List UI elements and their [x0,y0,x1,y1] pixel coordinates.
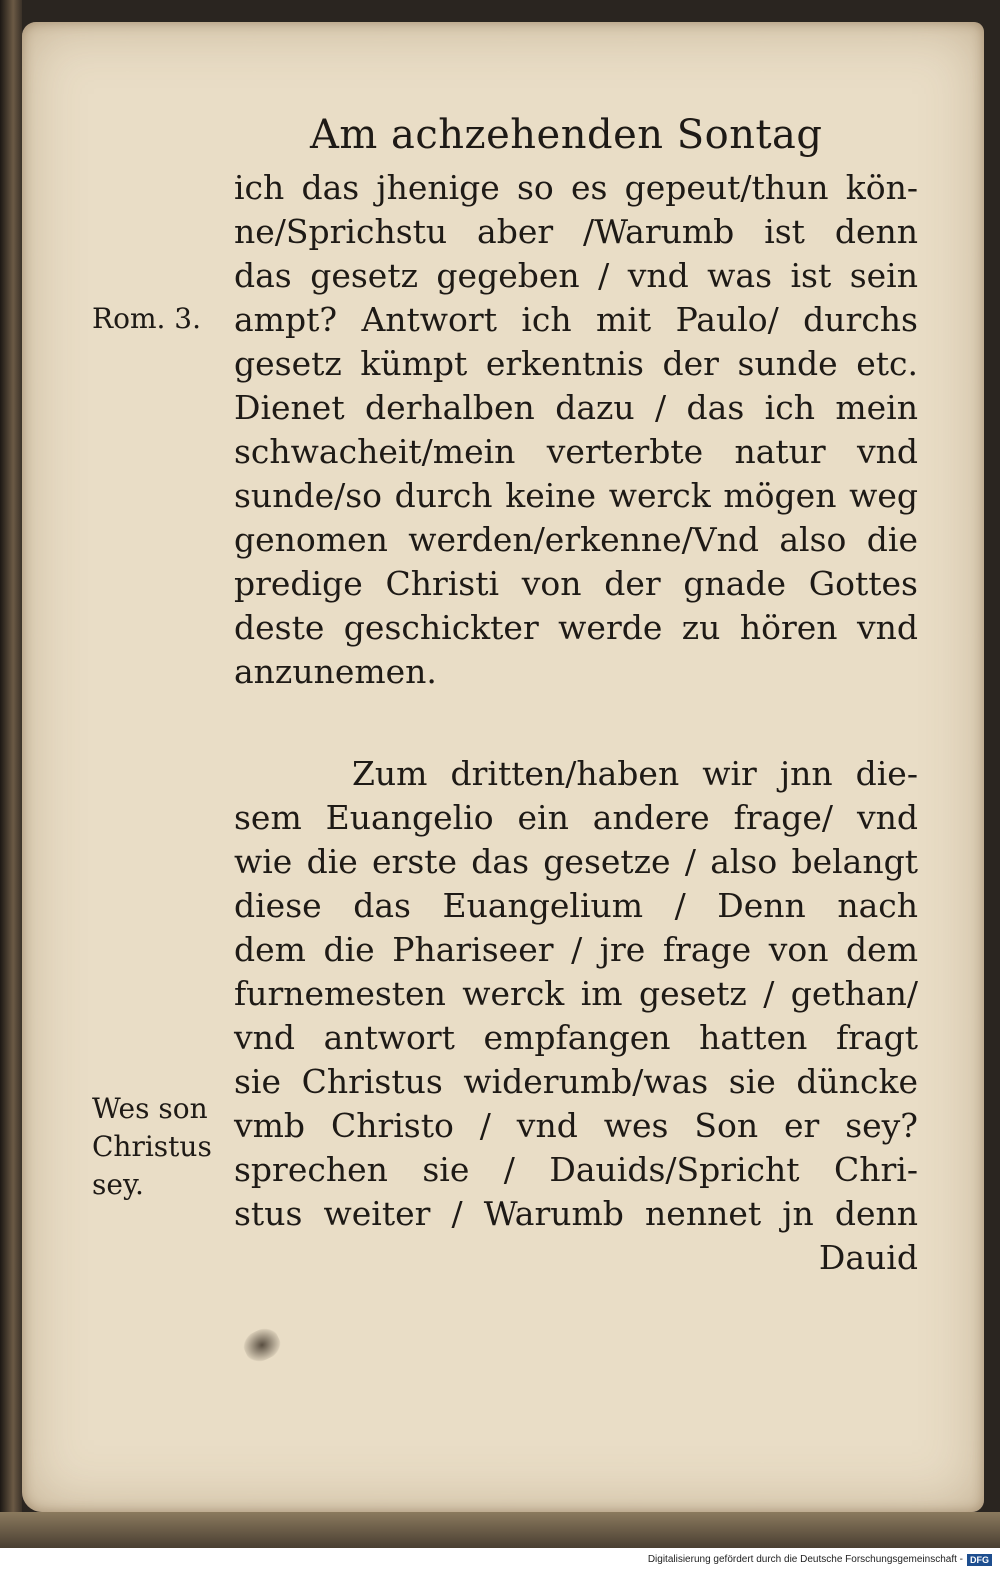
text-line: deste geschickter werde zu hören vnd [234,608,918,647]
footer-text: Digitalisierung gefördert durch die Deutsche Forschungsgemeinschaft - [647,1554,963,1565]
text-line: das gesetz gegeben / vnd was ist sein [234,256,918,295]
text-line: stus weiter / Warumb nennet jn denn [234,1194,918,1233]
text-line: dem die Phariseer / jre frage von dem [234,930,918,969]
text-line: predige Christi von der gnade Gottes [234,564,918,603]
margin-note-line: sey. [92,1168,144,1201]
text-line: schwacheit/mein verterbte natur vnd [234,432,918,471]
margin-note-line: Christus [92,1130,212,1163]
text-line: sunde/so durch keine werck mögen weg [234,476,918,515]
text-line: Dienet derhalben dazu / das ich mein [234,388,918,427]
text-line: diese das Euangelium / Denn nach [234,886,918,925]
text-line: sem Euangelio ein andere frage/ vnd [234,798,918,837]
text-line: vmb Christo / vnd wes Son er sey? [234,1106,918,1145]
text-line: furnemesten werck im gesetz / gethan/ [234,974,918,1013]
digitization-footer [0,1548,1000,1571]
page-bottom-edge [0,1512,1000,1548]
text-line: sie Christus widerumb/was sie düncke [234,1062,918,1101]
catchword: Dauid [818,1238,918,1277]
text-line: ich das jhenige so es gepeut/thun kön- [234,168,918,207]
text-line: anzunemen. [234,652,437,691]
text-line: gesetz kümpt erkentnis der sunde etc. [234,344,918,383]
text-line: Zum dritten/haben wir jnn die- [352,754,918,793]
text-line: vnd antwort empfangen hatten fragt [234,1018,918,1057]
text-line: sprechen sie / Dauids/Spricht Chri- [234,1150,918,1189]
margin-note-rom: Rom. 3. [92,302,202,335]
text-line: ne/Sprichstu aber /Warumb ist denn [234,212,918,251]
text-line: genomen werden/erkenne/Vnd also die [234,520,918,559]
dfg-logo-icon: DFG [967,1554,992,1566]
page-headline: Am achzehenden Sontag [310,112,823,158]
text-line: ampt? Antwort ich mit Paulo/ durchs [234,300,918,339]
book-spine [0,0,22,1540]
margin-note-line: Wes son [92,1092,208,1125]
text-line: wie die erste das gesetze / also belangt [234,842,918,881]
